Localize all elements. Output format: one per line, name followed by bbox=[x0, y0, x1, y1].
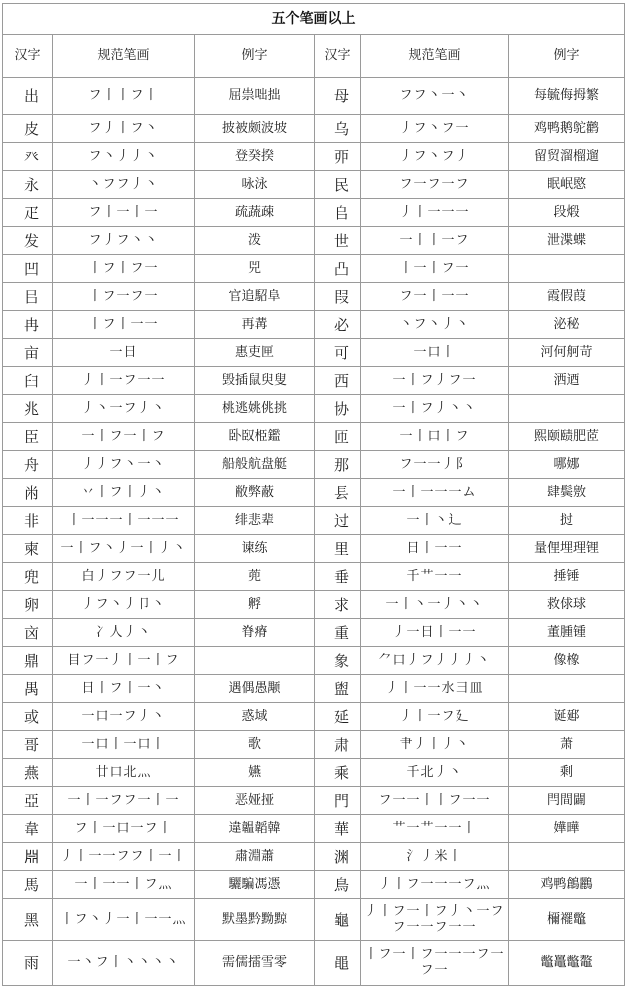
stroke-order-cell: 丿丨フ一丨フ丿丶一フフ一一フ一一 bbox=[361, 899, 509, 941]
stroke-order-cell: 一丨一一丨フ灬 bbox=[53, 871, 195, 899]
example-chars-cell bbox=[509, 843, 625, 871]
character-cell: 亞 bbox=[3, 787, 53, 815]
stroke-order-cell: 一丨フ丿丶丶 bbox=[361, 395, 509, 423]
example-chars-cell: 洒迺 bbox=[509, 367, 625, 395]
character-cell: 象 bbox=[315, 647, 361, 675]
character-cell: 非 bbox=[3, 507, 53, 535]
table-row bbox=[3, 647, 625, 675]
stroke-order-cell: フ丿フ丶丶 bbox=[53, 227, 195, 255]
stroke-order-cell: 丨フ一フ一 bbox=[53, 283, 195, 311]
example-chars-cell: 咏泳 bbox=[195, 171, 315, 199]
column-header: 例字 bbox=[509, 35, 625, 78]
stroke-order-cell: 一口丨一口丨 bbox=[53, 731, 195, 759]
character-cell: 臣 bbox=[3, 423, 53, 451]
stroke-order-cell: 丨フ丨一一 bbox=[53, 311, 195, 339]
character-cell: 永 bbox=[3, 171, 53, 199]
example-chars-cell: 登癸揆 bbox=[195, 143, 315, 171]
example-chars-cell: 留贸溜榴遛 bbox=[509, 143, 625, 171]
example-chars-cell: 嬿 bbox=[195, 759, 315, 787]
stroke-order-cell: 艹一艹一一丨 bbox=[361, 815, 509, 843]
example-chars-cell: 屈祟咄拙 bbox=[195, 78, 315, 115]
stroke-order-cell: 丿フ丶丿卩丶 bbox=[53, 591, 195, 619]
character-cell: 重 bbox=[315, 619, 361, 647]
character-cell: 皮 bbox=[3, 115, 53, 143]
example-chars-cell: 卧臤栕鑑 bbox=[195, 423, 315, 451]
example-chars-cell: 剩 bbox=[509, 759, 625, 787]
table-title: 五个笔画以上 bbox=[3, 4, 625, 35]
stroke-order-cell: 丿丨一一一 bbox=[361, 199, 509, 227]
stroke-order-cell: フ一丨一一 bbox=[361, 283, 509, 311]
stroke-order-cell: 丨フ丶丿一丨一一灬 bbox=[53, 899, 195, 941]
stroke-order-cell: 千北丿丶 bbox=[361, 759, 509, 787]
stroke-order-cell: 日丨フ丨一丶 bbox=[53, 675, 195, 703]
character-cell: 匝 bbox=[315, 423, 361, 451]
table-row bbox=[3, 423, 625, 451]
character-cell: 疋 bbox=[3, 199, 53, 227]
column-header: 规范笔画 bbox=[361, 35, 509, 78]
example-chars-cell: 谏练 bbox=[195, 535, 315, 563]
character-cell: 𣶒 bbox=[3, 843, 53, 871]
character-cell: 民 bbox=[315, 171, 361, 199]
example-chars-cell: 哪娜 bbox=[509, 451, 625, 479]
character-cell: 舟 bbox=[3, 451, 53, 479]
example-chars-cell: 恶娅挜 bbox=[195, 787, 315, 815]
example-chars-cell: 肆鬓敫 bbox=[509, 479, 625, 507]
character-cell: 出 bbox=[3, 78, 53, 115]
stroke-order-cell: 目フ一丿丨一丨フ bbox=[53, 647, 195, 675]
example-chars-cell: 閂間闢 bbox=[509, 787, 625, 815]
stroke-order-cell: フ一一丨丨フ一一 bbox=[361, 787, 509, 815]
example-chars-cell: 鸡鸭鶬鸝 bbox=[509, 871, 625, 899]
table-row bbox=[3, 451, 625, 479]
character-cell: 乘 bbox=[315, 759, 361, 787]
example-chars-cell: 惠吏匣 bbox=[195, 339, 315, 367]
table-row bbox=[3, 619, 625, 647]
stroke-order-cell: 丿一日丨一一 bbox=[361, 619, 509, 647]
character-cell: 門 bbox=[315, 787, 361, 815]
example-chars-cell: 惑域 bbox=[195, 703, 315, 731]
stroke-table-container bbox=[2, 3, 625, 986]
example-chars-cell: 眠岷愍 bbox=[509, 171, 625, 199]
character-cell: 求 bbox=[315, 591, 361, 619]
example-chars-cell: 需儒擂雪零 bbox=[195, 941, 315, 986]
example-chars-cell: 挝 bbox=[509, 507, 625, 535]
table-row bbox=[3, 367, 625, 395]
example-chars-cell: 脊瘠 bbox=[195, 619, 315, 647]
stroke-order-cell: 一日 bbox=[53, 339, 195, 367]
table-row bbox=[3, 703, 625, 731]
stroke-order-cell: 千艹一一 bbox=[361, 563, 509, 591]
example-chars-cell: 鸡鸭鹅鸵鹳 bbox=[509, 115, 625, 143]
stroke-order-cell: 丿フ丶フ丿 bbox=[361, 143, 509, 171]
stroke-order-cell: 一丨フ丶丿一丨丿丶 bbox=[53, 535, 195, 563]
example-chars-cell: 萧 bbox=[509, 731, 625, 759]
example-chars-cell: 像橡 bbox=[509, 647, 625, 675]
character-cell: 韋 bbox=[3, 815, 53, 843]
example-chars-cell: 默墨黔黝黥 bbox=[195, 899, 315, 941]
character-cell: 臼 bbox=[3, 367, 53, 395]
example-chars-cell: 泼 bbox=[195, 227, 315, 255]
character-cell: 龜 bbox=[315, 899, 361, 941]
example-chars-cell bbox=[509, 675, 625, 703]
stroke-order-cell: 一丨フ丿フ一 bbox=[361, 367, 509, 395]
table-body bbox=[3, 78, 625, 986]
table-row bbox=[3, 311, 625, 339]
example-chars-cell: 驪騙馮憑 bbox=[195, 871, 315, 899]
character-cell: 癶 bbox=[3, 143, 53, 171]
character-cell: 黽 bbox=[315, 941, 361, 986]
example-chars-cell: 嬅曄 bbox=[509, 815, 625, 843]
character-cell: 哥 bbox=[3, 731, 53, 759]
stroke-order-cell: 一丨口丨フ bbox=[361, 423, 509, 451]
stroke-order-cell: 丿フ丶フ一 bbox=[361, 115, 509, 143]
table-row bbox=[3, 115, 625, 143]
character-cell: 黑 bbox=[3, 899, 53, 941]
example-chars-cell: 泌秘 bbox=[509, 311, 625, 339]
stroke-order-cell: 丶フ丶丿丶 bbox=[361, 311, 509, 339]
table-row bbox=[3, 759, 625, 787]
stroke-order-cell: 廿口北灬 bbox=[53, 759, 195, 787]
stroke-order-cell: フ丨一丨一 bbox=[53, 199, 195, 227]
table-row bbox=[3, 283, 625, 311]
character-cell: 凸 bbox=[315, 255, 361, 283]
example-chars-cell: 兕 bbox=[195, 255, 315, 283]
character-cell: 肃 bbox=[315, 731, 361, 759]
table-row bbox=[3, 675, 625, 703]
table-row bbox=[3, 871, 625, 899]
stroke-order-cell: 一丨一フフ一丨一 bbox=[53, 787, 195, 815]
table-row bbox=[3, 227, 625, 255]
example-chars-cell: 董腫锺 bbox=[509, 619, 625, 647]
stroke-order-cell: ⺈口丿フ丿丿丿丶 bbox=[361, 647, 509, 675]
character-cell: 发 bbox=[3, 227, 53, 255]
character-cell: 㠯 bbox=[3, 283, 53, 311]
table-row bbox=[3, 255, 625, 283]
stroke-order-cell: 一丨丨一フ bbox=[361, 227, 509, 255]
table-row bbox=[3, 199, 625, 227]
stroke-order-cell: フ一フ一フ bbox=[361, 171, 509, 199]
stroke-order-cell: 一丶フ丨丶丶丶丶 bbox=[53, 941, 195, 986]
stroke-order-cell: フ丨丨フ丨 bbox=[53, 78, 195, 115]
character-cell: 禺 bbox=[3, 675, 53, 703]
stroke-order-cell: 冫人丿丶 bbox=[53, 619, 195, 647]
character-cell: 卵 bbox=[3, 591, 53, 619]
stroke-order-cell: フ丿丨フ丶 bbox=[53, 115, 195, 143]
example-chars-cell: 披被颇波坡 bbox=[195, 115, 315, 143]
table-row bbox=[3, 143, 625, 171]
character-cell: 协 bbox=[315, 395, 361, 423]
example-chars-cell: 绯悲辈 bbox=[195, 507, 315, 535]
stroke-order-cell: 丿丿フ丶一丶 bbox=[53, 451, 195, 479]
stroke-order-cell: 肀丿丨丿丶 bbox=[361, 731, 509, 759]
character-cell: 馬 bbox=[3, 871, 53, 899]
example-chars-cell: 檷襬鼈 bbox=[509, 899, 625, 941]
table-row bbox=[3, 479, 625, 507]
character-cell: 过 bbox=[315, 507, 361, 535]
character-cell: 母 bbox=[315, 78, 361, 115]
character-cell: 兜 bbox=[3, 563, 53, 591]
character-cell: 叚 bbox=[315, 283, 361, 311]
column-header: 汉字 bbox=[3, 35, 53, 78]
stroke-order-cell: フ一一丿阝 bbox=[361, 451, 509, 479]
example-chars-cell bbox=[195, 647, 315, 675]
example-chars-cell: 熙颐赜肥茝 bbox=[509, 423, 625, 451]
stroke-order-cell: 丨フ一丨フ一一一フ一フ一 bbox=[361, 941, 509, 986]
table-row bbox=[3, 535, 625, 563]
example-chars-cell: 歌 bbox=[195, 731, 315, 759]
stroke-order-cell: 丶フフ丿丶 bbox=[53, 171, 195, 199]
table-row bbox=[3, 899, 625, 941]
table-row bbox=[3, 171, 625, 199]
stroke-order-cell: 丷丨フ丨丿丶 bbox=[53, 479, 195, 507]
table-row bbox=[3, 941, 625, 986]
stroke-order-cell: 一丨一一一ム bbox=[361, 479, 509, 507]
example-chars-cell: 敝弊蔽 bbox=[195, 479, 315, 507]
column-header: 汉字 bbox=[315, 35, 361, 78]
example-chars-cell: 疏蔬疎 bbox=[195, 199, 315, 227]
stroke-order-cell: 一丨丶辶 bbox=[361, 507, 509, 535]
character-cell: 西 bbox=[315, 367, 361, 395]
stroke-order-cell: 氵丿米丨 bbox=[361, 843, 509, 871]
character-cell: 丣 bbox=[315, 143, 361, 171]
character-cell: 那 bbox=[315, 451, 361, 479]
example-chars-cell: 泄渫蝶 bbox=[509, 227, 625, 255]
table-row bbox=[3, 815, 625, 843]
character-cell: 垂 bbox=[315, 563, 361, 591]
column-header: 规范笔画 bbox=[53, 35, 195, 78]
table-row bbox=[3, 843, 625, 871]
example-chars-cell: 毁插鼠臾叟 bbox=[195, 367, 315, 395]
table-row bbox=[3, 339, 625, 367]
character-cell: 亩 bbox=[3, 339, 53, 367]
character-cell: 渊 bbox=[315, 843, 361, 871]
character-cell: 兆 bbox=[3, 395, 53, 423]
example-chars-cell: 河何舸苛 bbox=[509, 339, 625, 367]
stroke-order-cell: 一口一フ丿丶 bbox=[53, 703, 195, 731]
example-chars-cell: 遇偶愚颙 bbox=[195, 675, 315, 703]
stroke-order-cell: 一口丨 bbox=[361, 339, 509, 367]
example-chars-cell: 量俚埋理锂 bbox=[509, 535, 625, 563]
table-row bbox=[3, 78, 625, 115]
table-row bbox=[3, 731, 625, 759]
character-cell: 雨 bbox=[3, 941, 53, 986]
stroke-order-cell: 一丨丶一丿丶丶 bbox=[361, 591, 509, 619]
example-chars-cell: 再冓 bbox=[195, 311, 315, 339]
character-cell: 鼎 bbox=[3, 647, 53, 675]
example-chars-cell: 霞假葭 bbox=[509, 283, 625, 311]
column-header: 例字 bbox=[195, 35, 315, 78]
character-cell: 必 bbox=[315, 311, 361, 339]
example-chars-cell: 孵 bbox=[195, 591, 315, 619]
stroke-order-cell: 丿丨フ一一一フ灬 bbox=[361, 871, 509, 899]
character-cell: 镸 bbox=[315, 479, 361, 507]
stroke-order-cell: 丿丨一一水彐皿 bbox=[361, 675, 509, 703]
stroke-order-cell: 丨一丨フ一 bbox=[361, 255, 509, 283]
character-cell: 柬 bbox=[3, 535, 53, 563]
example-chars-cell: 違韞韜韓 bbox=[195, 815, 315, 843]
character-cell: 凹 bbox=[3, 255, 53, 283]
character-cell: 里 bbox=[315, 535, 361, 563]
example-chars-cell: 官追駋阜 bbox=[195, 283, 315, 311]
example-chars-cell: 蔸 bbox=[195, 563, 315, 591]
stroke-order-cell: フ丨一口一フ丨 bbox=[53, 815, 195, 843]
character-cell: 華 bbox=[315, 815, 361, 843]
stroke-order-cell: 丿丨一一フフ丨一丨 bbox=[53, 843, 195, 871]
character-cell: 世 bbox=[315, 227, 361, 255]
stroke-order-cell: 日丨一一 bbox=[361, 535, 509, 563]
character-cell: 㐫 bbox=[3, 619, 53, 647]
table-row bbox=[3, 563, 625, 591]
character-cell: 可 bbox=[315, 339, 361, 367]
stroke-order-cell: 丨フ丨フ一 bbox=[53, 255, 195, 283]
stroke-order-cell: 白丿フフ一儿 bbox=[53, 563, 195, 591]
character-cell: 盥 bbox=[315, 675, 361, 703]
example-chars-cell: 肅淵蕭 bbox=[195, 843, 315, 871]
character-cell: 或 bbox=[3, 703, 53, 731]
example-chars-cell: 桃逃姚佻挑 bbox=[195, 395, 315, 423]
character-cell: 乌 bbox=[315, 115, 361, 143]
example-chars-cell: 段煅 bbox=[509, 199, 625, 227]
character-cell: 燕 bbox=[3, 759, 53, 787]
example-chars-cell: 船般航盘艇 bbox=[195, 451, 315, 479]
stroke-order-cell: 丨一一一丨一一一 bbox=[53, 507, 195, 535]
table-row bbox=[3, 787, 625, 815]
example-chars-cell bbox=[509, 255, 625, 283]
example-chars-cell: 救俅球 bbox=[509, 591, 625, 619]
header-row bbox=[3, 35, 625, 78]
table-row bbox=[3, 591, 625, 619]
example-chars-cell bbox=[509, 395, 625, 423]
example-chars-cell: 诞郔 bbox=[509, 703, 625, 731]
example-chars-cell: 捶锤 bbox=[509, 563, 625, 591]
stroke-order-cell: 一丨フ一丨フ bbox=[53, 423, 195, 451]
stroke-order-table bbox=[2, 3, 625, 986]
character-cell: 㡀 bbox=[3, 479, 53, 507]
stroke-order-cell: 丿丨一フ廴 bbox=[361, 703, 509, 731]
stroke-order-cell: フ丶丿丿丶 bbox=[53, 143, 195, 171]
table-row bbox=[3, 395, 625, 423]
stroke-order-cell: 丿丨一フ一一 bbox=[53, 367, 195, 395]
character-cell: 𠂤 bbox=[315, 199, 361, 227]
example-chars-cell: 鼈鼉鼈鼇 bbox=[509, 941, 625, 986]
character-cell: 鳥 bbox=[315, 871, 361, 899]
stroke-order-cell: フフ丶一丶 bbox=[361, 78, 509, 115]
character-cell: 冉 bbox=[3, 311, 53, 339]
example-chars-cell: 每毓侮拇繁 bbox=[509, 78, 625, 115]
stroke-order-cell: 丿丶一フ丿丶 bbox=[53, 395, 195, 423]
table-row bbox=[3, 507, 625, 535]
character-cell: 延 bbox=[315, 703, 361, 731]
